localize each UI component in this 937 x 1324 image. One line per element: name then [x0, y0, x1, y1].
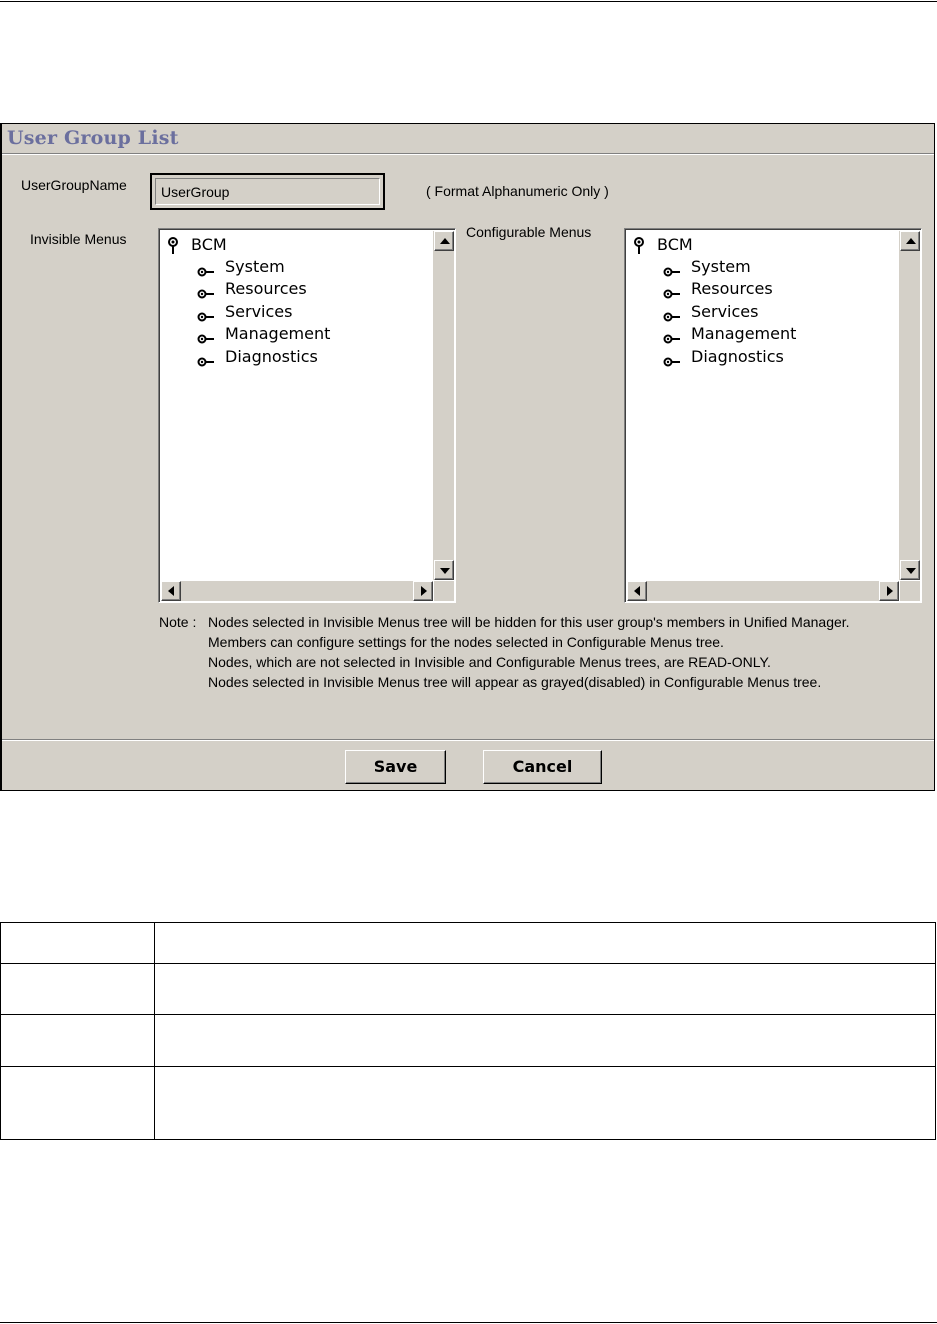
tree-root-item[interactable] [167, 234, 227, 256]
footer-divider [2, 739, 934, 741]
usergroupname-label: UserGroupName [21, 177, 127, 193]
tree-item-label: Services [691, 302, 759, 321]
tree-root-label: BCM [657, 235, 693, 254]
note-prefix: Note : [159, 614, 197, 630]
horizontal-scrollbar[interactable] [161, 581, 433, 601]
note-line-4: Nodes selected in Invisible Menus tree will appear as grayed(disabled) in Configurable Menus tree. [208, 674, 822, 690]
cancel-button[interactable]: Cancel [483, 750, 602, 784]
note-line-3: Nodes, which are not selected in Invisible and Configurable Menus trees, are READ-ONLY. [208, 654, 771, 670]
scroll-right-arrow-icon [887, 586, 893, 596]
dialog-title: User Group List [7, 127, 179, 149]
tree-root-label: BCM [191, 235, 227, 254]
page-top-rule [0, 1, 937, 2]
tree-node-key-icon [663, 352, 683, 364]
scroll-right-arrow-icon [421, 586, 427, 596]
vertical-scrollbar[interactable] [899, 231, 920, 580]
tree-node-key-icon [197, 262, 217, 274]
tree-item-label: Resources [691, 279, 773, 298]
scroll-corner [900, 581, 920, 601]
tree-item[interactable] [663, 323, 796, 345]
page-bottom-rule [0, 1322, 937, 1323]
usergroupname-input[interactable] [150, 173, 385, 210]
tree-node-key-icon [663, 284, 683, 296]
tree-item-label: System [225, 257, 285, 276]
invisible-menus-tree[interactable] [158, 228, 456, 603]
scroll-down-arrow-icon [440, 568, 450, 574]
tree-item-label: Management [691, 324, 797, 343]
tree-node-key-icon [663, 262, 683, 274]
save-button[interactable]: Save [345, 750, 446, 784]
scroll-up-button[interactable] [434, 231, 454, 251]
tree-node-key-icon [663, 329, 683, 341]
scroll-down-arrow-icon [906, 568, 916, 574]
tree-item[interactable] [197, 278, 307, 300]
configurable-menus-label: Configurable Menus [466, 224, 592, 240]
user-group-dialog [0, 123, 935, 791]
tree-item[interactable] [197, 301, 292, 323]
table-cell [155, 1015, 936, 1067]
tree-item-label: Diagnostics [691, 347, 784, 366]
configurable-menus-tree[interactable] [624, 228, 922, 603]
table-cell [1, 1015, 155, 1067]
tree-node-key-icon [197, 329, 217, 341]
title-divider [2, 153, 934, 155]
horizontal-scrollbar[interactable] [627, 581, 899, 601]
invisible-menus-label: Invisible Menus [30, 231, 127, 247]
description-table [0, 922, 936, 1140]
table-cell [1, 964, 155, 1015]
tree-item[interactable] [197, 323, 330, 345]
scroll-right-button[interactable] [879, 581, 899, 601]
tree-node-key-icon [663, 307, 683, 319]
configurable-tree-content [628, 232, 900, 582]
tree-item[interactable] [663, 256, 751, 278]
scroll-right-button[interactable] [413, 581, 433, 601]
scroll-left-arrow-icon [168, 586, 174, 596]
table-cell [1, 923, 155, 964]
invisible-tree-content [162, 232, 434, 582]
scroll-left-arrow-icon [634, 586, 640, 596]
scroll-left-button[interactable] [161, 581, 181, 601]
tree-item[interactable] [197, 256, 285, 278]
tree-item-label: Resources [225, 279, 307, 298]
scroll-corner [434, 581, 454, 601]
tree-item[interactable] [663, 346, 784, 368]
tree-item-label: Services [225, 302, 293, 321]
vertical-scrollbar[interactable] [433, 231, 454, 580]
tree-item-label: Diagnostics [225, 347, 318, 366]
format-hint: ( Format Alphanumeric Only ) [426, 183, 609, 199]
table-row [1, 964, 936, 1015]
scroll-up-arrow-icon [440, 238, 450, 244]
note-line-2: Members can configure settings for the nodes selected in Configurable Menus tree. [208, 634, 724, 650]
note-line-1: Nodes selected in Invisible Menus tree will be hidden for this user group's members in Unified Manager. [208, 614, 850, 630]
table-row [1, 1015, 936, 1067]
tree-node-key-icon [197, 352, 217, 364]
table-cell [1, 1067, 155, 1140]
tree-node-key-icon [197, 284, 217, 296]
scroll-down-button[interactable] [434, 560, 454, 580]
tree-item-label: Management [225, 324, 331, 343]
table-row [1, 1067, 936, 1140]
tree-item[interactable] [197, 346, 318, 368]
table-cell [155, 964, 936, 1015]
tree-root-pin-icon [167, 237, 181, 255]
tree-item[interactable] [663, 278, 773, 300]
scroll-left-button[interactable] [627, 581, 647, 601]
tree-node-key-icon [197, 307, 217, 319]
table-cell [155, 1067, 936, 1140]
tree-item[interactable] [663, 301, 758, 323]
scroll-up-arrow-icon [906, 238, 916, 244]
tree-root-pin-icon [633, 237, 647, 255]
tree-root-item[interactable] [633, 234, 693, 256]
table-row [1, 923, 936, 964]
scroll-up-button[interactable] [900, 231, 920, 251]
usergroupname-value[interactable]: UserGroup [155, 178, 380, 205]
scroll-down-button[interactable] [900, 560, 920, 580]
tree-item-label: System [691, 257, 751, 276]
table-cell [155, 923, 936, 964]
